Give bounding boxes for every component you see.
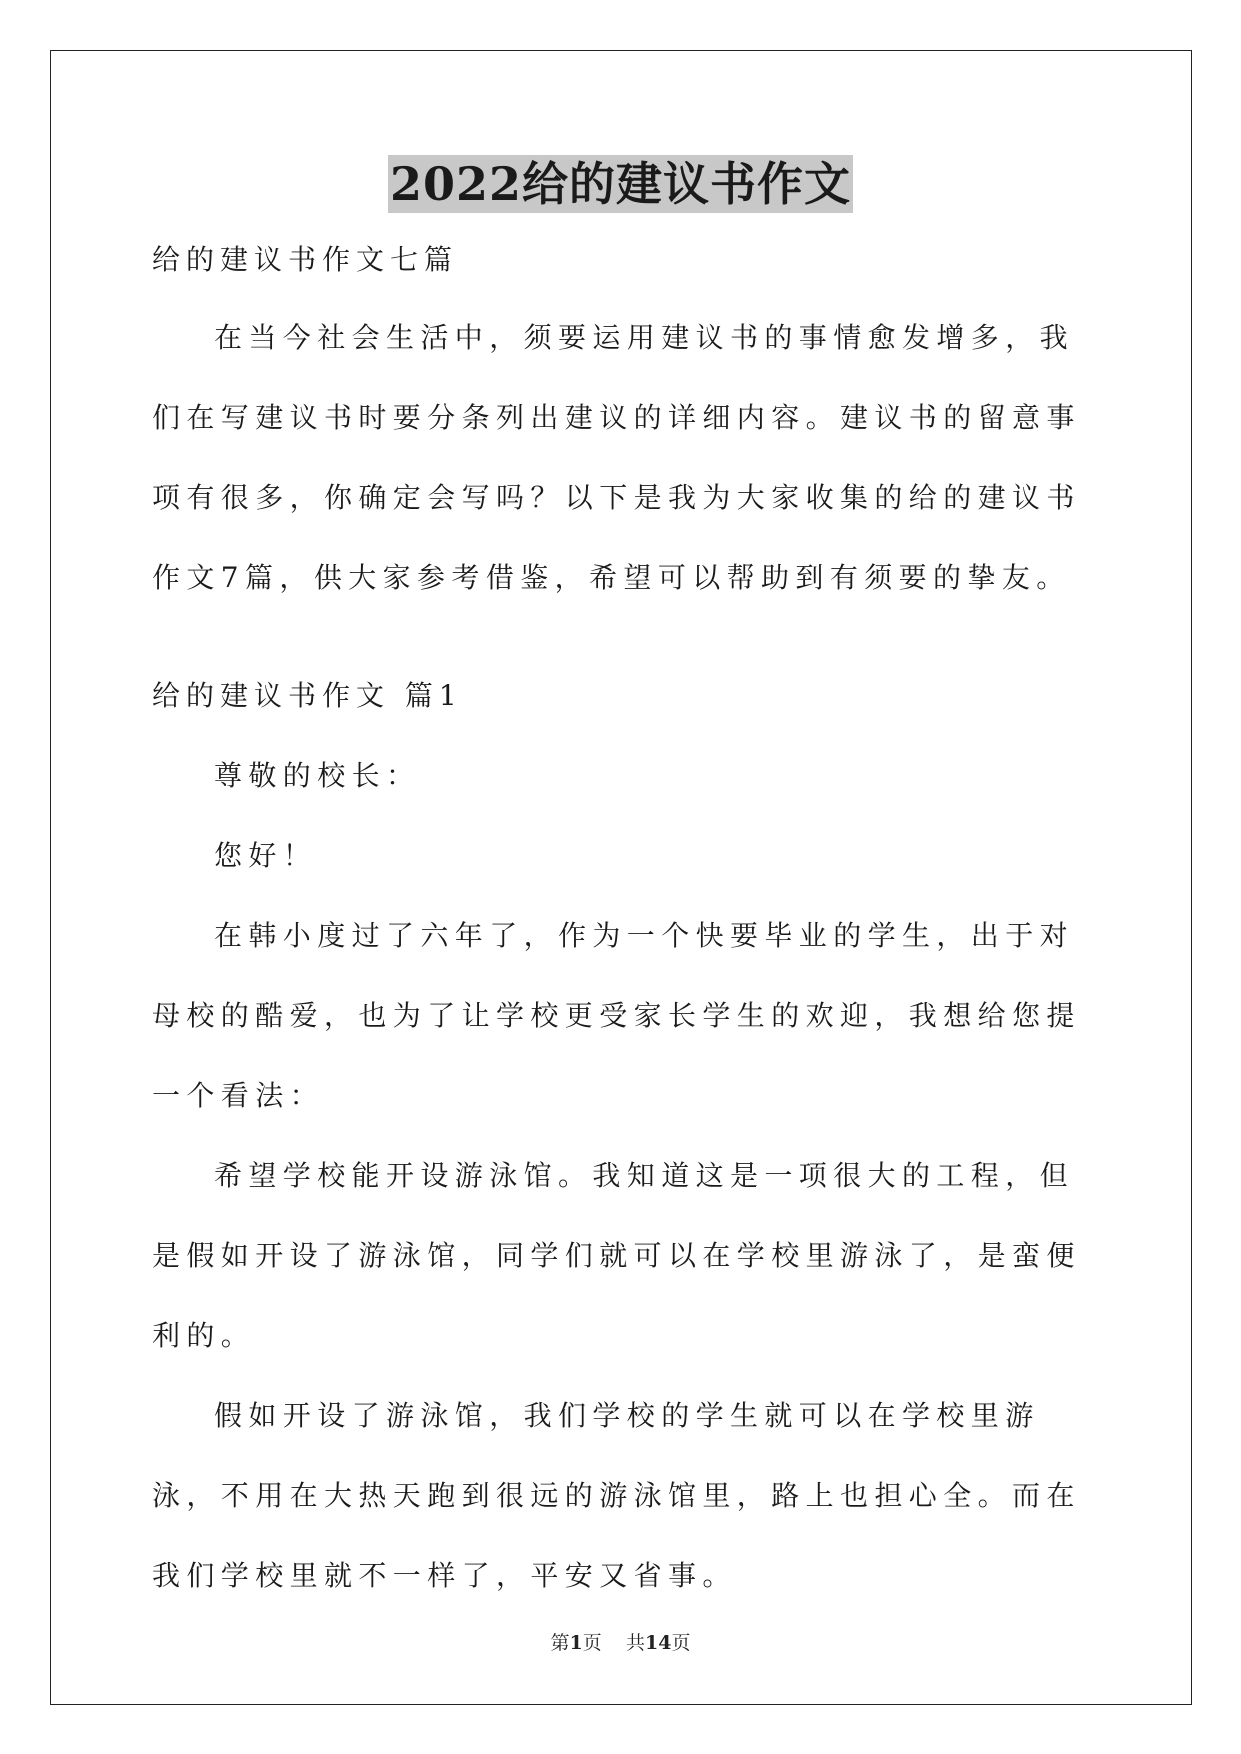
- document-subtitle: 给的建议书作文七篇: [152, 243, 459, 276]
- page-number: 1: [569, 1632, 583, 1654]
- total-pages: 14: [644, 1632, 672, 1654]
- page-prefix: 第: [550, 1632, 570, 1654]
- body-paragraph: 假如开设了游泳馆，我们学校的学生就可以在学校里游泳，不用在大热天跑到很远的游泳馆里，路上也担心全。而在我们学校里就不一样了，平安又省事。: [152, 1399, 1081, 1592]
- body-paragraph: 在韩小度过了六年了，作为一个快要毕业的学生，出于对母校的酷爱，也为了让学校更受家长学生的欢迎，我想给您提一个看法：: [152, 919, 1081, 1112]
- document-title: 2022给的建议书作文: [389, 157, 852, 211]
- page-footer: [0, 1628, 1241, 1655]
- page-suffix: 页: [582, 1632, 602, 1654]
- title-container: [0, 155, 1241, 213]
- intro-paragraph: 在当今社会生活中，须要运用建议书的事情愈发增多，我们在写建议书时要分条列出建议的详细内容。建议书的留意事项有很多，你确定会写吗？以下是我为大家收集的给的建议书作文7篇，供大家参考借鉴，希望可以帮助到有须要的挚友。: [152, 321, 1081, 594]
- total-suffix: 页: [671, 1632, 691, 1654]
- greeting: 您好！: [214, 839, 318, 872]
- total-prefix: 共: [625, 1632, 645, 1654]
- section-heading: 给的建议书作文 篇1: [152, 679, 463, 712]
- body-paragraph: 希望学校能开设游泳馆。我知道这是一项很大的工程，但是假如开设了游泳馆，同学们就可以在学校里游泳了，是蛮便利的。: [152, 1159, 1081, 1352]
- document-body: [152, 240, 1092, 1616]
- salutation: 尊敬的校长：: [214, 759, 421, 792]
